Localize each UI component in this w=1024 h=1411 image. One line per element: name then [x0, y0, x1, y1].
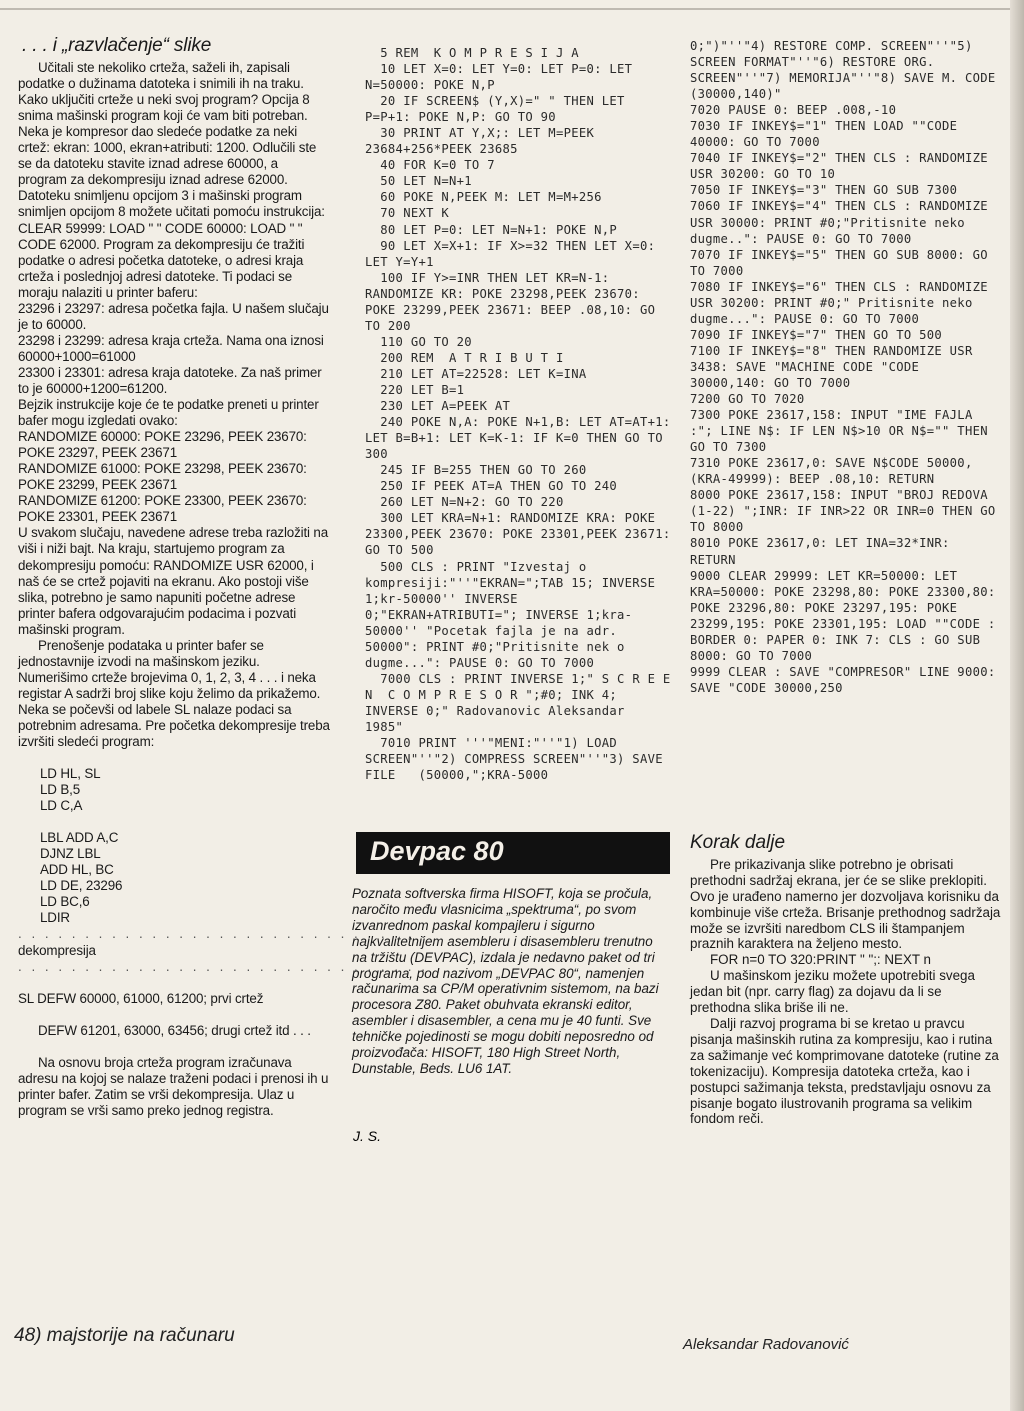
section-heading: Korak dalje	[690, 832, 786, 853]
decompression-label: dekompresija	[18, 942, 96, 958]
asm-block-1: LD HL, SL LD B,5 LD C,A	[40, 766, 101, 814]
dotted-separator: . . . . . . . . . . . . . . . . . . . . . . . . . . . . . . .	[18, 958, 428, 974]
spacer	[18, 975, 330, 991]
listing-text: 5 REM K O M P R E S I J A 10 LET X=0: LET Y=0: LET P=0: LET N=50000: POKE N,P 20 IF SCREEN$ (Y,X)=" " THEN LET P=P+1: POKE N,P: GO TO 90 30 PRINT AT Y,X;: LET M=PEEK 23684+256*PEEK 23685 40 FOR K=0 TO 7 50 LET N=N+1 60 POKE N,PEEK M: LET M=M+256 70 NEXT K 80 LET P=0: LET N=N+1: POKE N,P 90 LET X=X+1: IF X>=32 THEN LET X=0: LET Y=Y+1 100 IF Y>=INR THEN LET KR=N-1: RANDOMIZE KR: POKE 23298,PEEK 23670: POKE 23299,PEEK 23671: BEEP .08,10: GO TO 200 110 GO TO 20 200 REM A T R I B U T I 210 LET AT=22528: LET K=INA 220 LET B=1 230 LET A=PEEK AT 240 POKE N,A: POKE N+1,B: LET AT=AT+1: LET B=B+1: LET K=K-1: IF K=0 THEN GO TO 300 245 IF B=255 THEN GO TO 260 250 IF PEEK AT=A THEN GO TO 240 260 LET N=N+2: GO TO 220 300 LET KRA=N+1: RANDOMIZE KRA: POKE 23300,PEEK 23670: POKE 23301,PEEK 23671: GO TO 500 500 CLS : PRINT "Izvestaj o kompresiji:"''"EKRAN=";TAB 15; INVERSE 1;kr-50000'' INVERSE 0;"EKRAN+ATRIBUTI="; INVERSE 1;kra-50000'' "Pocetak fajla je na adr. 50000": PRINT #0;"Pritisnite nek o dugme...": PAUSE 0: GO TO 7000 7000 CLS : PRINT INVERSE 1;" S C R E E N C O M P R E S O R ";#0; INK 4; INVERSE 0;" Radovanovic Aleksandar 1985" 7010 PRINT '''"MENI:"''"1) LOAD SCREEN"''"2) COMPRESS SCREEN"''"3) SAVE FILE (50000,";KRA-5000	[365, 46, 671, 783]
asm-block-2: LBL ADD A,C DJNZ LBL ADD HL, BC LD DE, 23296 LD BC,6 LDIR	[40, 830, 123, 926]
basic-listing-right	[690, 38, 1002, 696]
defw-line-2: DEFW 61201, 63000, 63456; drugi crtež itd . . .	[38, 1022, 311, 1038]
basic-listing-middle	[365, 45, 675, 783]
dotted-separator: . . . . . . . . . . . . . . . . . . . . . . . . . . . . . . .	[18, 926, 428, 942]
address-end-picture: 23298 i 23299: adresa kraja crteža. Nama ona iznosi 60000+1000=61000	[18, 332, 324, 364]
section-heading: . . . i „razvlačenje“ slike	[22, 35, 212, 56]
spacer	[18, 750, 330, 766]
banner-title: Devpac 80	[370, 836, 504, 866]
devpac-article: Poznata softverska firma HISOFT, koja se pročula, naročito među vlasnicima „spektruma“, po svom izvanrednom paskal kompajleru i sigurno najkvalitetnijem asembleru i disasembleru trenutno na tržištu (DEVPAC), izdala je nedavno paket od tri programa, pod nazivom „DEVPAC 80“, namenjen računarima sa CP/M operativnim sistemom, na bazi procesora Z80. Paket obuhvata ekranski editor, asembler i disasembler, a cena mu je 40 funti. Sve tehničke pojedinosti se mogu dobiti neposredno od proizvođača: HISOFT, 180 High Street North, Dunstable, Beds. LU6 1AT.	[352, 886, 659, 1076]
left-column	[18, 35, 428, 1119]
devpac-signature: J. S.	[353, 1128, 382, 1144]
page-edge	[1010, 0, 1024, 1411]
address-end-file: 23300 i 23301: adresa kraja datoteke. Za naš primer to je 60000+1200=61200.	[18, 364, 322, 396]
defw-line-1: SL DEFW 60000, 61000, 61200; prvi crtež	[18, 990, 264, 1006]
basic-lines: RANDOMIZE 60000: POKE 23296, PEEK 23670: POKE 23297, PEEK 23671 RANDOMIZE 61000: POKE 23298, PEEK 23670: POKE 23299, PEEK 23671 RANDOMIZE 61200: POKE 23300, PEEK 23670: POKE 23301, PEEK 23671	[18, 429, 307, 525]
next-step-code: FOR n=0 TO 320:PRINT " ";: NEXT n	[710, 952, 931, 968]
paragraph-decompress: U svakom slučaju, navedene adrese treba razložiti na viši i niži bajt. Na kraju, startujemo program za dekompresiju pomoću: RANDOMIZE USR 62000, i naš će se crtež pojaviti na ekranu. Ako postoji više slika, potrebno je samo napuniti početne adrese printer bafera odgovarajućim podacima i pozvati mašinski program.	[18, 525, 329, 637]
basic-intro: Bejzik instrukcije koje će te podatke preneti u printer bafer mogu izgledati ovako:	[18, 397, 319, 429]
next-step-p3: U mašinskom jeziku možete upotrebiti svega jedan bit (npr. carry flag) za dojavu da li se prethodna slika briše ili ne.	[690, 968, 975, 1016]
intro-paragraph: Učitali ste nekoliko crteža, saželi ih, zapisali podatke o dužinama datoteka i snimili ih na traku. Kako uključiti crteže u neki svoj program? Opcija 8 snima mašinski program koji će vam biti potreban. Neka je kompresor dao sledeće podatke za neki crtež: ekran: 1000, ekran+atributi: 1200. Odlučili ste se da datoteku stavite iznad adrese 60000, a program za dekompresiju iznad adrese 62000. Datoteku snimljenu opcijom 3 i mašinski program snimljen opcijom 8 možete učitati pomoću instrukcija:	[18, 60, 325, 220]
spacer	[18, 1039, 330, 1055]
next-step-p4: Dalji razvoj programa bi se kretao u pravcu pisanja mašinskih rutina za kompresiju, kao i rutina za sažimanje već komprimovane datoteke (rutine za tokenizaciju). Kompresija datoteka crteža, kao i postupci sažimanja teksta, predstavljaju osnovu za pisanje bogato ilustrovanih programa sa velikim fondom reči.	[690, 1015, 999, 1127]
page-footer: 48) majstorije na računaru	[14, 1325, 235, 1346]
top-rule	[0, 8, 1010, 10]
listing-text: 0;")"''"4) RESTORE COMP. SCREEN"''"5) SCREEN FORMAT"''"6) RESTORE ORG. SCREEN"''"7) MEMORIJA"''"8) SAVE M. CODE (30000,140)" 7020 PAUSE 0: BEEP .008,-10 7030 IF INKEY$="1" THEN LOAD ""CODE 40000: GO TO 7000 7040 IF INKEY$="2" THEN CLS : RANDOMIZE USR 30200: GO TO 10 7050 IF INKEY$="3" THEN GO SUB 7300 7060 IF INKEY$="4" THEN CLS : RANDOMIZE USR 30000: PRINT #0;"Pritisnite neko dugme..": PAUSE 0: GO TO 7000 7070 IF INKEY$="5" THEN GO SUB 8000: GO TO 7000 7080 IF INKEY$="6" THEN CLS : RANDOMIZE USR 30200: PRINT #0;" Pritisnite neko dugme...": PAUSE 0: GO TO 7000 7090 IF INKEY$="7" THEN GO TO 500 7100 IF INKEY$="8" THEN RANDOMIZE USR 3438: SAVE "MACHINE CODE "CODE 30000,140: GO TO 7000 7200 GO TO 7020 7300 POKE 23617,158: INPUT "IME FAJLA :"; LINE N$: IF LEN N$>10 OR N$="" THEN GO TO 7300 7310 POKE 23617,0: SAVE N$CODE 50000,(KRA-49999): BEEP .08,10: RETURN 8000 POKE 23617,158: INPUT "BROJ REDOVA (1-22) ";INR: IF INR>22 OR INR=0 THEN GO TO 8000 8010 POKE 23617,0: LET INA=32*INR: RETURN 9000 CLEAR 29999: LET KR=50000: LET KRA=50000: POKE 23298,80: POKE 23300,80: POKE 23296,80: POKE 23297,195: POKE 23299,195: POKE 23301,195: LOAD ""CODE : BORDER 0: PAPER 0: INK 7: CLS : GO SUB 8000: GO TO 7000 9999 CLEAR : SAVE "COMPRESOR" LINE 9000: SAVE "CODE 30000,250	[690, 39, 996, 695]
devpac-banner	[356, 832, 670, 874]
next-step-section	[690, 832, 1004, 1127]
spacer	[18, 1007, 330, 1023]
spacer	[18, 814, 330, 830]
paragraph-machine-code: Prenošenje podataka u printer bafer se jednostavnije izvodi na mašinskom jeziku. Numerišimo crteže brojevima 0, 1, 2, 3, 4 . . . i neka registar A sadrži broj slike koju želimo da prikažemo. Neka se počevši od labele SL nalaze podaci sa potrebnim adresama. Pre početka dekompresije treba izvršiti sledeći program:	[18, 637, 330, 750]
next-step-p1: Pre prikazivanja slike potrebno je obrisati prethodni sadržaj ekrana, jer će se slike preklopiti. Ovo je urađeno namerno jer dozvoljava korisniku da kombinuje više crteža. Brisanje prethodnog sadržaja može se izvršiti naredbom CLS ili štampanjem praznih karaktera na željeno mesto.	[690, 856, 1001, 952]
load-instruction: CLEAR 59999: LOAD " " CODE 60000: LOAD " " CODE 62000. Program za dekompresiju će tražiti podatke o adresi početka datoteke, o adresi kraja crteža i poslednjoj adresi datoteke. Ti podaci se moraju nalaziti u printer baferu:	[18, 220, 305, 300]
author-name: Aleksandar Radovanović	[683, 1336, 849, 1353]
closing-paragraph: Na osnovu broja crteža program izračunava adresu na kojoj se nalaze traženi podaci i prenosi ih u printer bafer. Zatim se vrši dekompresija. Ulaz u program se vrši samo preko jednog registra.	[18, 1054, 329, 1118]
address-start: 23296 i 23297: adresa početka fajla. U našem slučaju je to 60000.	[18, 300, 329, 332]
